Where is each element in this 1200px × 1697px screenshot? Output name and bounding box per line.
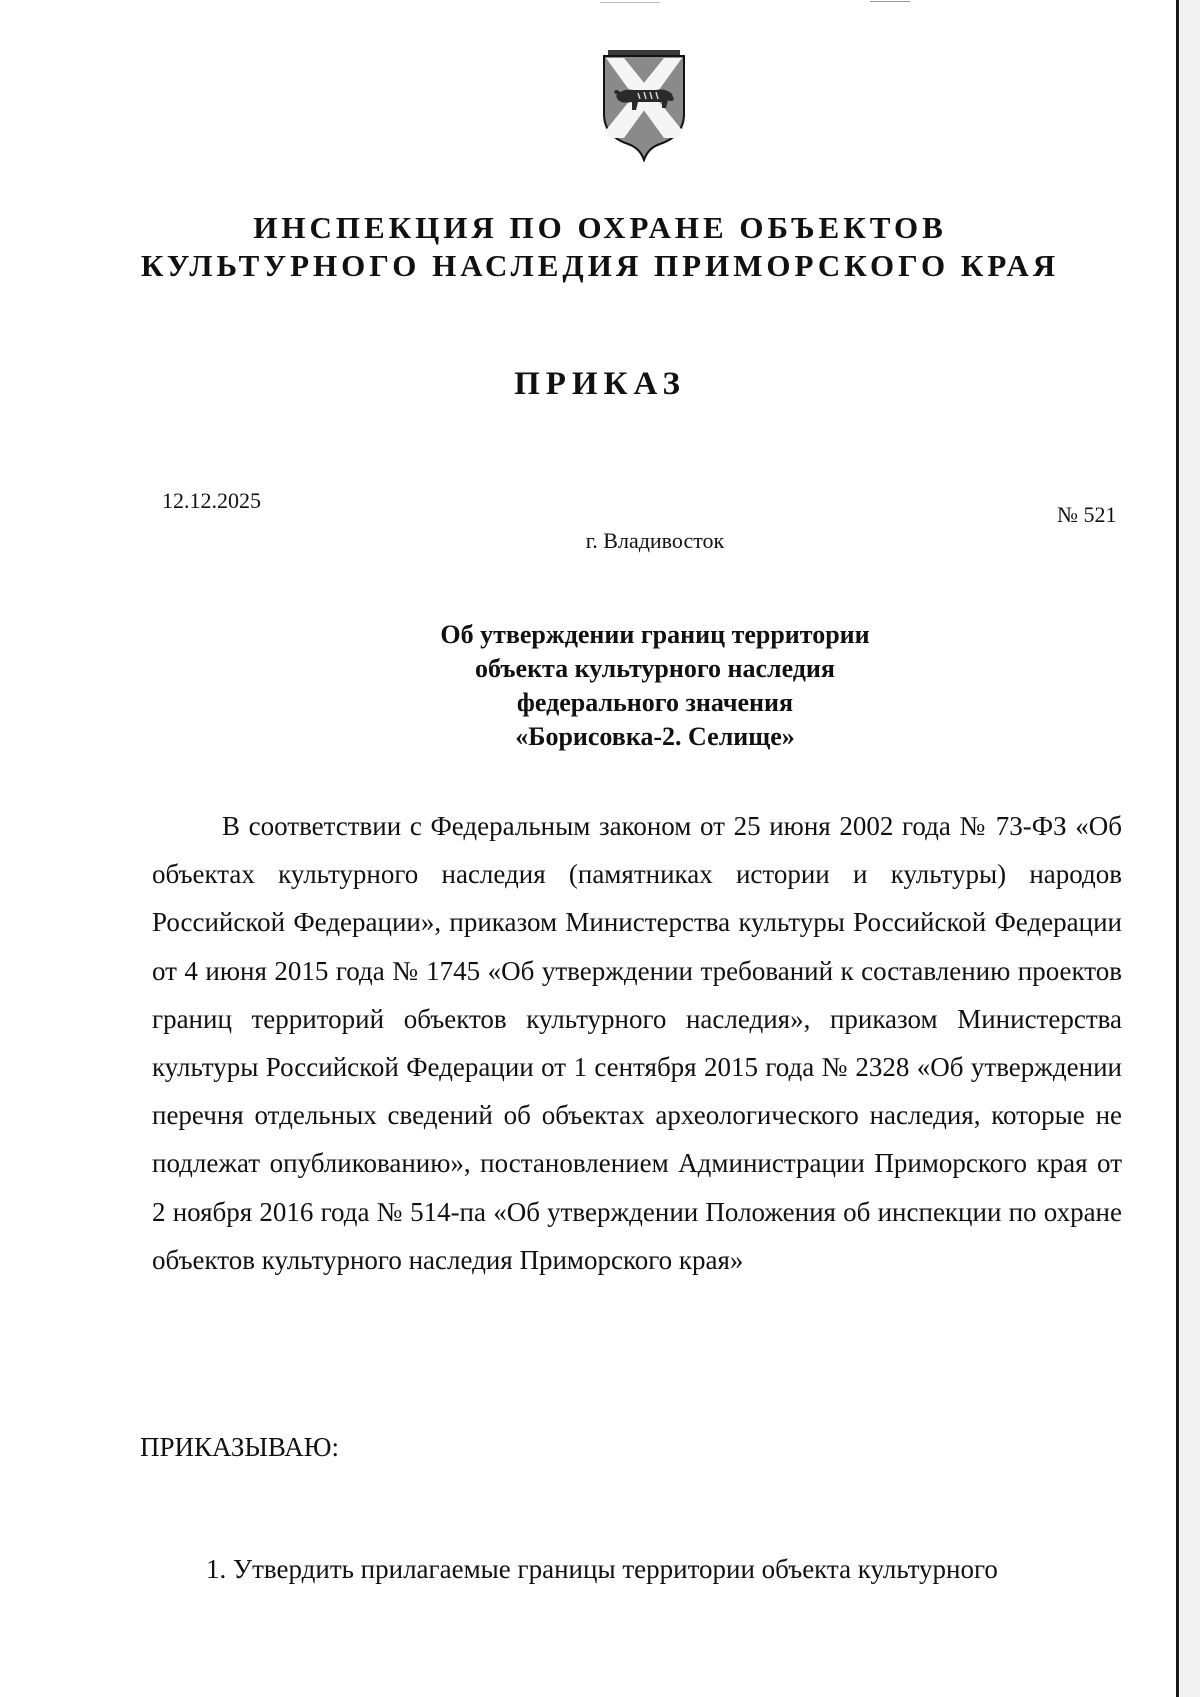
scan-artifact	[600, 2, 660, 3]
order-keyword: ПРИКАЗЫВАЮ:	[140, 1432, 339, 1462]
scan-artifact	[870, 1, 910, 2]
coat-of-arms-icon	[598, 44, 690, 162]
document-subject	[0, 618, 1180, 754]
document-city: г. Владивосток	[585, 528, 725, 553]
subject-line: Об утверждении границ территории	[440, 620, 870, 649]
subject-line: объекта культурного наследия	[475, 654, 835, 683]
subject-line: «Борисовка-2. Селище»	[515, 722, 795, 751]
order-item: 1. Утвердить прилагаемые границы территории объекта культурного	[206, 1554, 998, 1584]
subject-line: федерального значения	[516, 688, 794, 717]
document-date: 12.12.2025	[162, 488, 261, 513]
document-type: ПРИКАЗ	[514, 366, 686, 402]
organization-name-line2: КУЛЬТУРНОГО НАСЛЕДИЯ ПРИМОРСКОГО КРАЯ	[140, 248, 1060, 283]
document-number: № 521	[1057, 502, 1117, 527]
organization-name-line1: ИНСПЕКЦИЯ ПО ОХРАНЕ ОБЪЕКТОВ	[253, 210, 947, 245]
preamble-paragraph: В соответствии с Федеральным законом от 25 июня 2002 года № 73-ФЗ «Об объектах культурного наследия (памятниках истории и культуры) народов Российской Федерации», приказом Министерства культуры Российской Федерации от 4 июня 2015 года № 1745 «Об утверждении требований к составлению проектов границ территорий объектов культурного наследия», приказом Министерства культуры Российской Федерации от 1 сентября 2015 года № 2328 «Об утверждении перечня отдельных сведений об объектах археологического наследия, которые не подлежат опубликованию», постановлением Администрации Приморского края от 2 ноября 2016 года № 514-па «Об утверждении Положения об инспекции по охране объектов культурного наследия Приморского края»	[152, 811, 1122, 1275]
